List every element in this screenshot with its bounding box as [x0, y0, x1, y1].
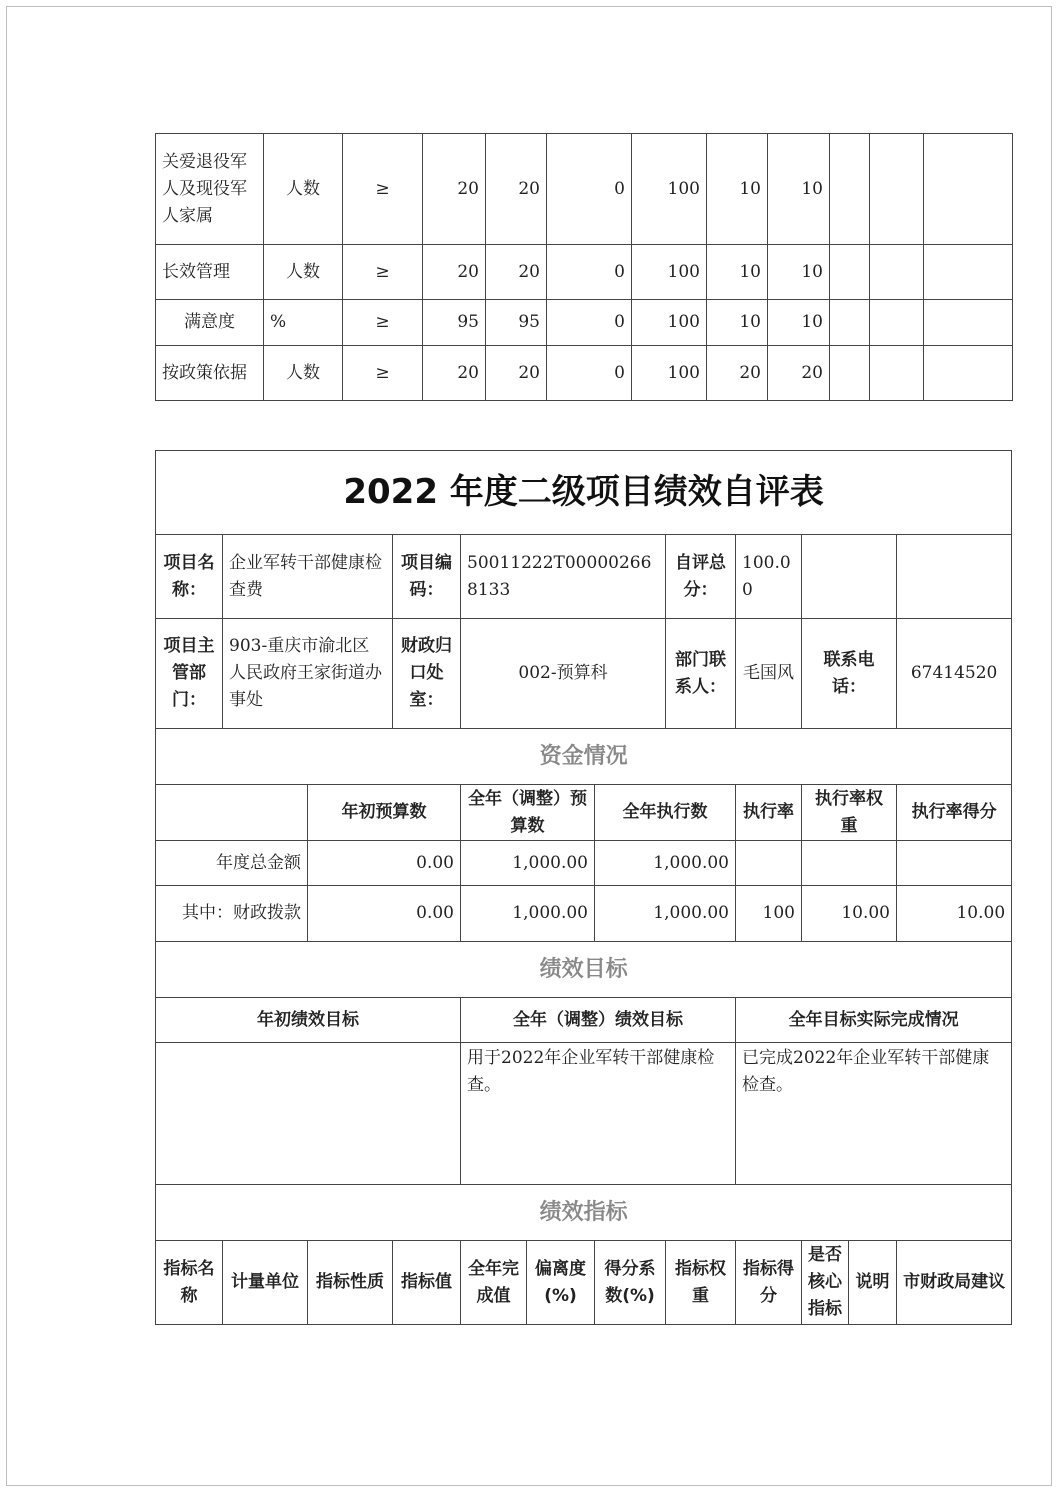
funds-row-label: 其中：财政拨款	[156, 886, 308, 942]
indicator-header: 指标值	[393, 1241, 461, 1325]
indicator-weight: 10	[707, 245, 768, 300]
dept: 903-重庆市渝北区人民政府王家街道办事处	[223, 619, 393, 729]
empty-cell	[830, 346, 870, 401]
funds-rate	[736, 841, 802, 886]
project-name-label: 项目名称：	[156, 535, 223, 619]
table-row	[156, 346, 1013, 401]
funds-weight: 10.00	[802, 886, 897, 942]
finance-office-label: 财政归口处室：	[393, 619, 461, 729]
project-code: 50011222T000002668133	[461, 535, 666, 619]
table-row	[156, 1185, 1012, 1241]
indicator-deviation: 0	[547, 245, 632, 300]
indicator-score: 10	[768, 245, 830, 300]
goal-initial	[156, 1043, 461, 1185]
indicator-score: 20	[768, 346, 830, 401]
indicator-property: ≥	[343, 300, 423, 346]
finance-office: 002-预算科	[461, 619, 666, 729]
empty-cell	[924, 300, 1013, 346]
empty-cell	[924, 346, 1013, 401]
indicator-deviation: 0	[547, 300, 632, 346]
table-row	[156, 998, 1012, 1043]
table-row	[156, 729, 1012, 785]
total-score-label: 自评总分：	[666, 535, 736, 619]
dept-label: 项目主管部门：	[156, 619, 223, 729]
empty-cell	[830, 134, 870, 245]
indicator-score: 10	[768, 300, 830, 346]
phone-label: 联系电话：	[802, 619, 897, 729]
empty-cell	[924, 245, 1013, 300]
indicator-coefficient: 100	[632, 134, 707, 245]
table-row	[156, 535, 1012, 619]
indicator-deviation: 0	[547, 134, 632, 245]
goal-adjusted: 用于2022年企业军转干部健康检查。	[461, 1043, 736, 1185]
table-row	[156, 785, 1012, 841]
contact: 毛国风	[736, 619, 802, 729]
table-row	[156, 451, 1012, 535]
funds-header: 年初预算数	[308, 785, 461, 841]
self-evaluation-form	[155, 450, 1012, 1325]
funds-score	[897, 841, 1012, 886]
funds-row-label: 年度总金额	[156, 841, 308, 886]
table-row	[156, 619, 1012, 729]
table-row	[156, 886, 1012, 942]
project-name: 企业军转干部健康检查费	[223, 535, 393, 619]
indicator-weight: 10	[707, 300, 768, 346]
funds-executed: 1,000.00	[595, 886, 736, 942]
funds-header: 全年执行数	[595, 785, 736, 841]
empty-cell	[830, 245, 870, 300]
indicator-header: 是否核心指标	[802, 1241, 849, 1325]
indicator-value: 95	[423, 300, 486, 346]
indicator-coefficient: 100	[632, 300, 707, 346]
goal-actual: 已完成2022年企业军转干部健康检查。	[736, 1043, 1012, 1185]
indicator-unit: 人数	[264, 245, 343, 300]
table-row	[156, 1043, 1012, 1185]
indicator-value: 20	[423, 346, 486, 401]
indicator-coefficient: 100	[632, 245, 707, 300]
indicator-value: 20	[423, 245, 486, 300]
indicator-score: 10	[768, 134, 830, 245]
form-title: 2022 年度二级项目绩效自评表	[156, 451, 1012, 535]
indicator-header: 指标名称	[156, 1241, 223, 1325]
indicator-name: 长效管理	[156, 245, 264, 300]
funds-score: 10.00	[897, 886, 1012, 942]
empty-cell	[870, 346, 924, 401]
funds-section-title: 资金情况	[156, 729, 1012, 785]
funds-initial: 0.00	[308, 841, 461, 886]
goals-header: 全年（调整）绩效目标	[461, 998, 736, 1043]
goals-header: 全年目标实际完成情况	[736, 998, 1012, 1043]
table-row	[156, 300, 1013, 346]
goals-header: 年初绩效目标	[156, 998, 461, 1043]
indicator-weight: 10	[707, 134, 768, 245]
table-row	[156, 841, 1012, 886]
empty-cell	[830, 300, 870, 346]
empty-cell	[870, 134, 924, 245]
goals-section-title: 绩效目标	[156, 942, 1012, 998]
empty-cell	[870, 300, 924, 346]
indicator-actual: 95	[486, 300, 547, 346]
table-row	[156, 1241, 1012, 1325]
empty-cell	[897, 535, 1012, 619]
funds-adjusted: 1,000.00	[461, 886, 595, 942]
indicator-property: ≥	[343, 245, 423, 300]
indicator-header: 指标性质	[308, 1241, 393, 1325]
indicator-unit: 人数	[264, 134, 343, 245]
indicator-weight: 20	[707, 346, 768, 401]
table-row	[156, 245, 1013, 300]
indicator-name: 关爱退役军人及现役军人家属	[156, 134, 264, 245]
empty-cell	[924, 134, 1013, 245]
indicator-header: 说明	[849, 1241, 897, 1325]
funds-header: 执行率得分	[897, 785, 1012, 841]
funds-initial: 0.00	[308, 886, 461, 942]
funds-header: 执行率权重	[802, 785, 897, 841]
funds-weight	[802, 841, 897, 886]
indicator-header: 指标得分	[736, 1241, 802, 1325]
indicator-property: ≥	[343, 346, 423, 401]
indicator-name: 满意度	[156, 300, 264, 346]
indicator-unit: %	[264, 300, 343, 346]
project-code-label: 项目编码：	[393, 535, 461, 619]
table-row	[156, 942, 1012, 998]
indicators-section-title: 绩效指标	[156, 1185, 1012, 1241]
indicator-property: ≥	[343, 134, 423, 245]
indicator-unit: 人数	[264, 346, 343, 401]
phone: 67414520	[897, 619, 1012, 729]
total-score: 100.00	[736, 535, 802, 619]
indicator-actual: 20	[486, 346, 547, 401]
indicator-actual: 20	[486, 245, 547, 300]
empty-cell	[870, 245, 924, 300]
funds-adjusted: 1,000.00	[461, 841, 595, 886]
indicator-name: 按政策依据	[156, 346, 264, 401]
indicator-deviation: 0	[547, 346, 632, 401]
contact-label: 部门联系人：	[666, 619, 736, 729]
funds-header: 全年（调整）预算数	[461, 785, 595, 841]
indicator-header: 指标权重	[666, 1241, 736, 1325]
empty-cell	[802, 535, 897, 619]
indicator-coefficient: 100	[632, 346, 707, 401]
indicator-continuation-table	[155, 133, 1013, 401]
funds-rate: 100	[736, 886, 802, 942]
indicator-actual: 20	[486, 134, 547, 245]
indicator-header: 市财政局建议	[897, 1241, 1012, 1325]
indicator-header: 偏离度(%)	[527, 1241, 595, 1325]
table-row	[156, 134, 1013, 245]
funds-header: 执行率	[736, 785, 802, 841]
empty-cell	[156, 785, 308, 841]
indicator-header: 全年完成值	[461, 1241, 527, 1325]
indicator-header: 得分系数(%)	[595, 1241, 666, 1325]
indicator-header: 计量单位	[223, 1241, 308, 1325]
indicator-value: 20	[423, 134, 486, 245]
funds-executed: 1,000.00	[595, 841, 736, 886]
